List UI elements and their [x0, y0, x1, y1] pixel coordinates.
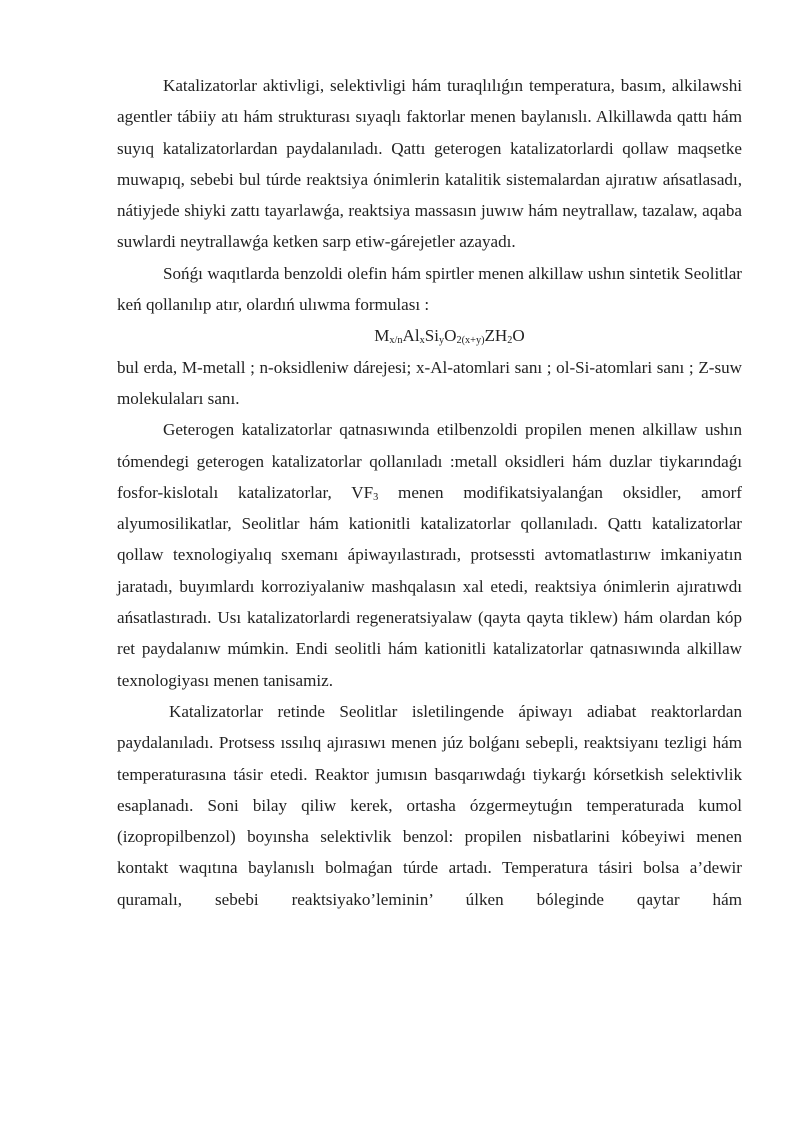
zeolite-general-formula: $M_{x/n}Al_xSi_yO_{2(x+y)}ZH_2O$	[374, 326, 525, 347]
paragraph-heterogeneous-catalysts: Geterogen katalizatorlar qatnasıwında etilbenzoldi propilen menen alkillaw ushın tómendegi geterogen katalizatorlar qollanıladı :metall oksidleri hám duzlar tiykarındaǵı fosfor-kislotalı katalizatorlar, $VF_3$ menen modifikatsiyalanǵan oksidler, amorf alyumosilikatlar, Seolitlar hám kationitli katalizatorlar qollanıladı. Qattı katalizatorlar qollaw texnologiyalıq sxemanı ápiwayılastıradı, protsessti avtomatlastırıw imkaniyatın jaratadı, buyımlardı korroziyalaniw mashqalasın xal etedi, reaktsiya ónimlerin ajıratıwdı ańsatlastıradı. Usı katalizatorlardi regeneratsiyalaw (qayta qayta tiklew) hám olardan kóp ret paydalanıw múmkin. Endi seolitli hám kationitli katalizatorlar qatnasıwında alkillaw texnologiyası menen tanisamiz.	[117, 420, 742, 690]
paragraph-zeolite-reactors: Katalizatorlar retinde Seolitlar isletilingende ápiwayı adiabat reaktorlardan paydalanıladı. Protsess ıssılıq ajırasıwı menen júz bolǵanı sebepli, reaktsiyanı tezligi hám temperaturasına tásir etedi. Reaktor jumısın basqarıwdaǵı tiykarǵı kórsetkish selektivlik esaplanadı. Soni bilay qiliw kerek, ortasha ózgermeytuǵın temperaturada kumol (izopropilbenzol) boyınsha selektivlik benzol: propilen nisbatlarini kóbeyiwi menen kontakt waqıtına baylanıslı bolmaǵan túrde artadı. Temperatura tásiri bolsa a’dewir quramalı, sebebi reaktsiyako’leminin’ úlken bóleginde qaytar hám	[117, 701, 742, 909]
paragraph-formula-legend: bul erda, M-metall ; n-oksidleniw dárejesi; x-Al-atomlari sanı ; ol-Si-atomlari sanı ; Z-suw molekulaları sanı.	[117, 357, 742, 408]
paragraph-catalyst-activity: Katalizatorlar aktivligi, selektivligi hám turaqlılıǵın temperatura, basım, alkilawshi agentler tábiiy atı hám strukturası sıyaqlı faktorlar menen baylanıslı. Alkillawda qattı hám suyıq katalizatorlardan paydalanıladı. Qattı geterogen katalizatorlardi qollaw maqsetke muwapıq, sebebi bul túrde reaktsiya ónimlerin katalitik sistemalardan ajıratıw ańsatlasadı, nátiyjede shiyki zattı tayarlawǵa, reaktsiya massasın juwıw hám neytrallaw, tazalaw, aqaba suwlardi neytrallawǵa ketken sarp etiw-gárejetler azayadı.	[117, 76, 742, 252]
paragraph-zeolites-intro: Sońǵı waqıtlarda benzoldi olefin hám spirtler menen alkillaw ushın sintetik Seolitlar keń qollanılıp atır, olardıń ulıwma formulası :	[117, 263, 742, 315]
document-body	[117, 70, 742, 915]
